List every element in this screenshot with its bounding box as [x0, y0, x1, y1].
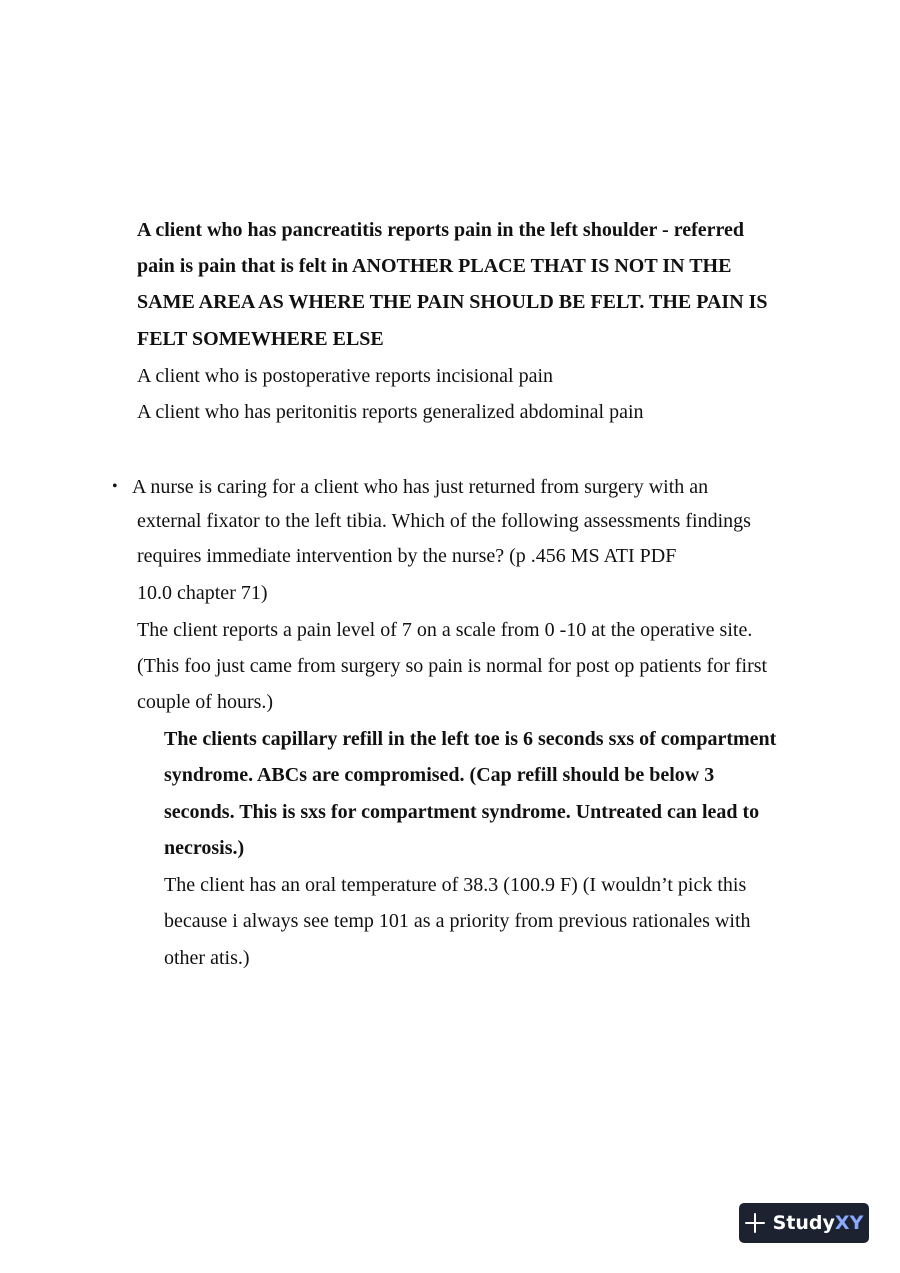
answer-line: pain is pain that is felt in ANOTHER PLACE THAT IS NOT IN THE	[137, 255, 732, 277]
option-line: A client who is postoperative reports incisional pain	[137, 365, 554, 387]
bullet-icon: •	[112, 478, 118, 495]
answer-line: seconds. This is sxs for compartment syndrome. Untreated can lead to	[164, 801, 760, 823]
option-line: The client has an oral temperature of 38.3 (100.9 F) (I wouldn’t pick this	[164, 874, 747, 896]
option-line: couple of hours.)	[137, 691, 274, 713]
studyxy-logo	[739, 1203, 869, 1243]
option-line: (This foo just came from surgery so pain is normal for post op patients for first	[137, 655, 768, 677]
question-line: 10.0 chapter 71)	[137, 582, 268, 604]
answer-line: The clients capillary refill in the left toe is 6 seconds sxs of compartment	[164, 728, 777, 750]
answer-line: syndrome. ABCs are compromised. (Cap refill should be below 3	[164, 764, 715, 786]
answer-line: necrosis.)	[164, 837, 245, 859]
question-line: external fixator to the left tibia. Which of the following assessments findings	[137, 510, 751, 532]
answer-line: A client who has pancreatitis reports pain in the left shoulder - referred	[137, 219, 745, 241]
option-line: because i always see temp 101 as a priority from previous rationales with	[164, 910, 751, 932]
question-line: A nurse is caring for a client who has just returned from surgery with an	[132, 476, 709, 498]
question-line: requires immediate intervention by the nurse? (p .456 MS ATI PDF	[137, 545, 677, 567]
option-line: The client reports a pain level of 7 on a scale from 0 -10 at the operative site.	[137, 619, 753, 641]
answer-line: FELT SOMEWHERE ELSE	[137, 328, 384, 350]
logo-text	[773, 1212, 864, 1234]
plus-icon	[745, 1213, 765, 1233]
option-line: A client who has peritonitis reports generalized abdominal pain	[137, 401, 644, 423]
option-line: other atis.)	[164, 947, 250, 969]
logo-xy-text: XY	[834, 1212, 864, 1234]
answer-line: SAME AREA AS WHERE THE PAIN SHOULD BE FELT. THE PAIN IS	[137, 291, 768, 313]
logo-study-text: Study	[772, 1212, 835, 1234]
